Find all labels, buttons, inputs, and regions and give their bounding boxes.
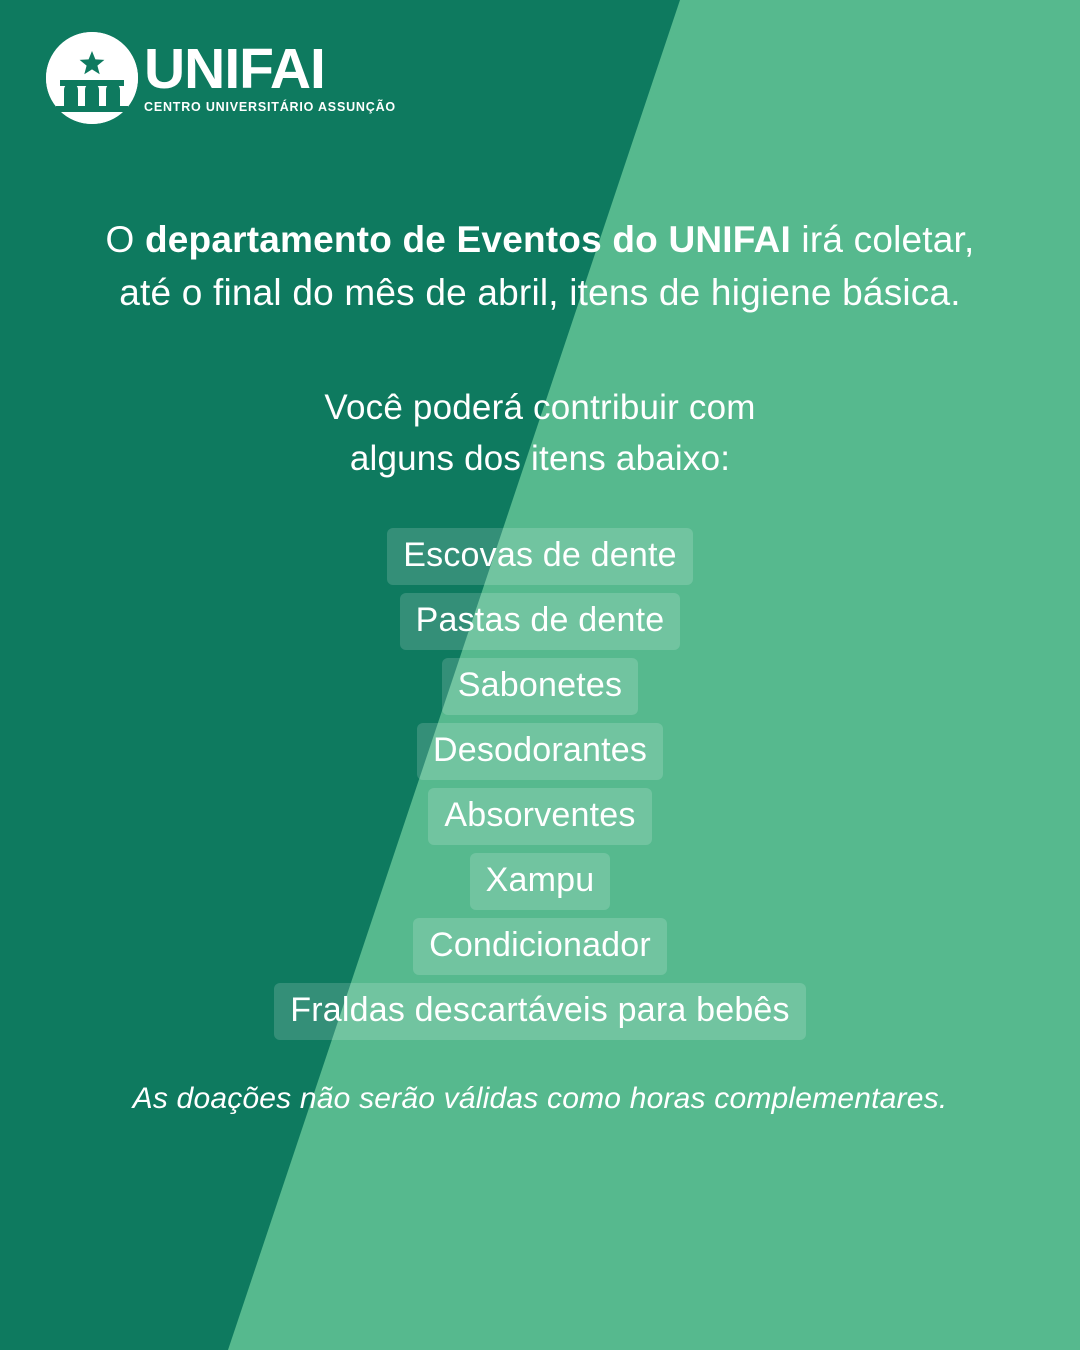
subheadline bbox=[0, 383, 1080, 485]
headline-lead: O bbox=[105, 219, 145, 260]
headline-line-1 bbox=[0, 214, 1080, 267]
unifai-tagline-text: CENTRO UNIVERSITÁRIO ASSUNÇÃO bbox=[144, 100, 396, 115]
headline bbox=[0, 214, 1080, 319]
headline-line-2: até o final do mês de abril, itens de higiene básica. bbox=[119, 271, 961, 313]
headline-strong: departamento de Eventos do UNIFAI bbox=[144, 219, 791, 260]
list-item: Desodorantes bbox=[417, 723, 663, 780]
list-item: Absorventes bbox=[428, 788, 651, 845]
list-item: Xampu bbox=[470, 853, 611, 910]
list-item: Pastas de dente bbox=[400, 593, 681, 650]
headline-rest: irá coletar, bbox=[790, 219, 975, 260]
subheadline-line-1: Você poderá contribuir com bbox=[324, 388, 756, 427]
donation-items-list bbox=[0, 528, 1080, 1040]
footnote: As doações não serão válidas como horas complementares. bbox=[132, 1082, 948, 1115]
subheadline-line-2: alguns dos itens abaixo: bbox=[349, 438, 731, 478]
list-item: Fraldas descartáveis para bebês bbox=[274, 983, 805, 1040]
list-item: Condicionador bbox=[413, 918, 667, 975]
unifai-logo bbox=[46, 32, 396, 124]
list-item: Sabonetes bbox=[442, 658, 638, 715]
unifai-circle-logo-icon bbox=[46, 32, 138, 124]
unifai-wordmark-text: UNIFAI bbox=[144, 36, 325, 101]
unifai-wordmark bbox=[144, 36, 396, 115]
list-item: Escovas de dente bbox=[387, 528, 693, 585]
